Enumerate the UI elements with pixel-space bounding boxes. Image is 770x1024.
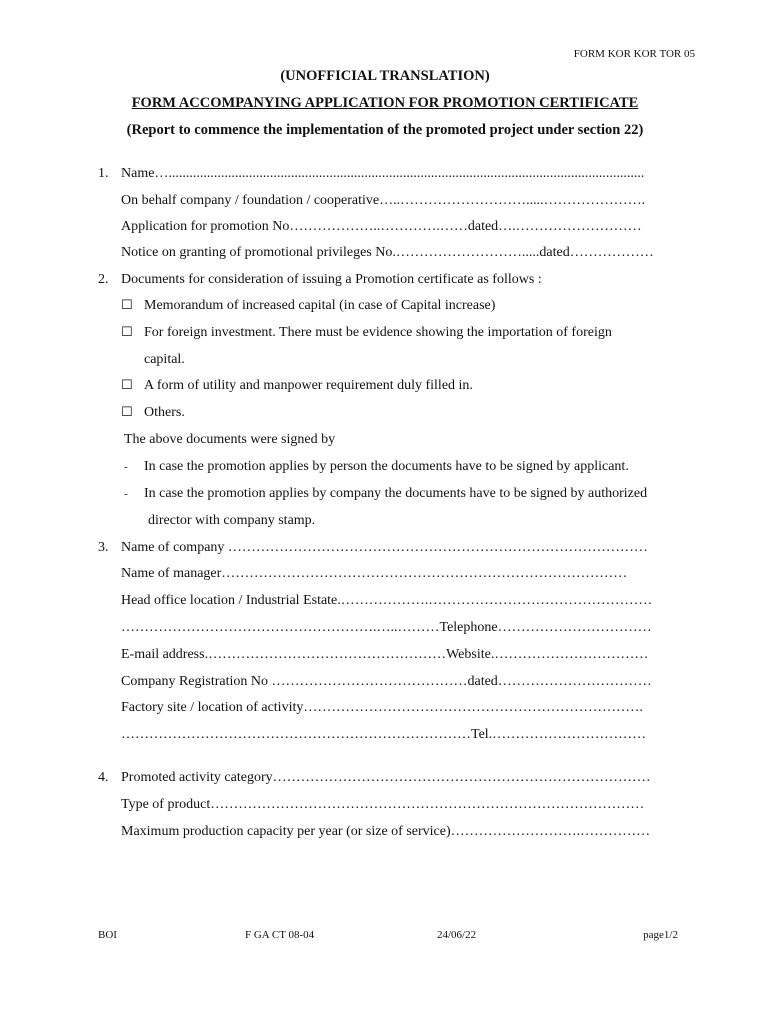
- product-type-field: Type of product…………………………………………………………………………………: [121, 797, 645, 812]
- application-number-field: Application for promotion No………………..………….……dated….………………………: [121, 219, 642, 234]
- doc-item-capital: Memorandum of increased capital (in case of Capital increase): [144, 298, 496, 313]
- doc-item-others: Others.: [144, 405, 185, 420]
- checkbox-icon: ☐: [121, 405, 133, 420]
- checkbox-icon: ☐: [121, 298, 133, 313]
- notice-field: Notice on granting of promotional privileges No.……………………….....dated………………: [121, 245, 654, 260]
- signing-company-text-cont: director with company stamp.: [148, 513, 316, 528]
- checkbox-icon: ☐: [121, 378, 133, 393]
- production-capacity-field: Maximum production capacity per year (or size of service)……………………….……………: [121, 824, 651, 839]
- dash-bullet: -: [124, 488, 128, 500]
- documents-heading: Documents for consideration of issuing a Promotion certificate as follows :: [121, 272, 542, 287]
- telephone-field: ……………………………………………….…..………Telephone……………………………: [121, 620, 652, 635]
- document-title: (UNOFFICIAL TRANSLATION): [280, 68, 490, 84]
- activity-category-field: Promoted activity category………………………………………………………………………: [121, 770, 651, 785]
- form-code: FORM KOR KOR TOR 05: [573, 48, 695, 60]
- head-office-field: Head office location / Industrial Estate.……………….…………………………………………: [121, 593, 653, 608]
- footer-page-number: page1/2: [643, 929, 678, 941]
- section-4-number: 4.: [98, 770, 109, 785]
- doc-item-foreign: For foreign investment. There must be evidence showing the importation of foreign: [144, 325, 612, 340]
- company-name-field: Name of company ………………………………………………………………………………: [121, 540, 648, 555]
- signing-company-text: In case the promotion applies by company the documents have to be signed by authorized: [144, 486, 648, 501]
- email-website-field: E-mail address.……………………………………………Website.……………………………: [121, 647, 649, 662]
- signed-by-text: The above documents were signed by: [124, 432, 336, 447]
- signing-person-text: In case the promotion applies by person the documents have to be signed by applicant.: [144, 459, 629, 474]
- section-2-number: 2.: [98, 272, 109, 287]
- name-field: Name…........................................................................................................................................: [121, 166, 645, 181]
- footer-org: BOI: [98, 929, 117, 941]
- doc-item-foreign-cont: capital.: [144, 352, 185, 367]
- checkbox-icon: ☐: [121, 325, 133, 340]
- section-1-number: 1.: [98, 166, 109, 181]
- footer-date: 24/06/22: [437, 929, 477, 941]
- behalf-field: On behalf company / foundation / cooperative…..……………………….....………………….: [121, 193, 646, 208]
- factory-site-field: Factory site / location of activity……………………………………………………………….: [121, 700, 643, 715]
- document-subtitle: (Report to commence the implementation of the promoted project under section 22): [126, 122, 644, 138]
- doc-item-utility: A form of utility and manpower requirement duly filled in.: [144, 378, 473, 393]
- registration-field: Company Registration No ……………………………………dated……………………………: [121, 674, 652, 689]
- dash-bullet: -: [124, 461, 128, 473]
- section-3-number: 3.: [98, 540, 109, 555]
- footer-form-code: F GA CT 08-04: [245, 929, 315, 941]
- document-heading: FORM ACCOMPANYING APPLICATION FOR PROMOTION CERTIFICATE: [131, 95, 639, 111]
- factory-tel-field: …………………………………………………………………Tel.……………………………: [121, 727, 647, 742]
- manager-name-field: Name of manager……………………………………………………………………………: [121, 566, 628, 581]
